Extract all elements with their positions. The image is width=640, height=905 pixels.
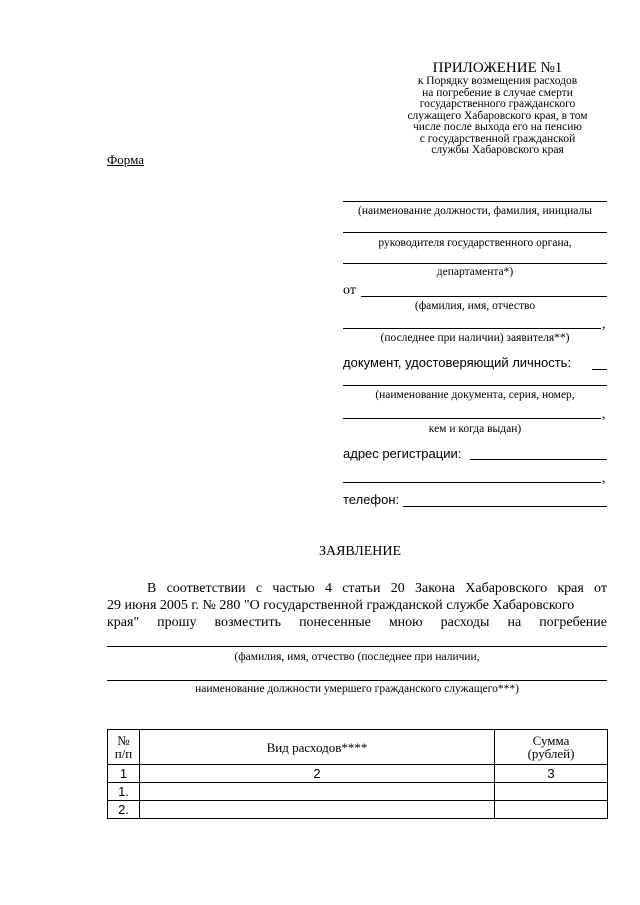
- applicant-name-line[interactable]: [361, 296, 607, 297]
- applicant-caption: (последнее при наличии) заявителя**): [380, 332, 570, 344]
- id-document-line-3[interactable]: [343, 418, 601, 419]
- deceased-caption: (фамилия, имя, отчество (последнее при наличии,: [234, 651, 480, 663]
- comma: ,: [602, 317, 606, 332]
- addressee-line-3[interactable]: [343, 263, 607, 264]
- word: статьи: [342, 581, 381, 596]
- header-amount: Сумма (рублей): [495, 730, 608, 765]
- table-cell: 1: [108, 765, 140, 783]
- deceased-caption: наименование должности умершего гражданского служащего***): [195, 683, 519, 695]
- appendix-line: служащего Хабаровского края, в том: [407, 109, 588, 122]
- word: Хабаровского: [465, 581, 548, 596]
- word: 4: [324, 581, 332, 596]
- id-document-caption: (наименование документа, серия, номер,: [375, 389, 575, 401]
- word: мною: [388, 615, 423, 630]
- table-numbering-row: [108, 765, 608, 783]
- table-cell: 2.: [108, 801, 140, 819]
- appendix-line: службы Хабаровского края: [431, 144, 564, 156]
- statement-line-1: [107, 580, 607, 597]
- word: В: [147, 581, 157, 596]
- applicant-name-line-2[interactable]: [343, 328, 601, 329]
- appendix-line: с государственной гражданской: [419, 132, 576, 145]
- expenses-table: [107, 729, 608, 819]
- header-number: № п/п: [108, 730, 140, 765]
- deceased-name-line[interactable]: [107, 646, 607, 647]
- word: расходы: [440, 615, 490, 630]
- word: края": [107, 615, 140, 630]
- table-cell-input[interactable]: [140, 783, 495, 801]
- table-cell: 2: [140, 765, 495, 783]
- word: погребение: [539, 615, 607, 630]
- table-cell: 1.: [108, 783, 140, 801]
- table-header-row: [108, 730, 608, 765]
- appendix-line: государственного гражданского: [419, 98, 576, 110]
- word: края: [557, 581, 584, 596]
- registration-line[interactable]: [470, 459, 607, 460]
- appendix-line: к Порядку возмещения расходов: [417, 75, 578, 87]
- table-cell-input[interactable]: [495, 783, 608, 801]
- table-cell-input[interactable]: [495, 801, 608, 819]
- word: Закона: [415, 581, 456, 596]
- registration-label: адрес регистрации:: [343, 446, 462, 461]
- statement-paragraph: [107, 580, 607, 631]
- addressee-line-1[interactable]: [343, 201, 607, 202]
- word: от: [594, 581, 607, 596]
- table-cell-input[interactable]: [140, 801, 495, 819]
- comma: ,: [602, 471, 606, 486]
- from-label: от: [343, 283, 356, 298]
- addressee-line-2[interactable]: [343, 232, 607, 233]
- word: возместить: [214, 615, 282, 630]
- registration-line-2[interactable]: [343, 482, 601, 483]
- comma: ,: [602, 407, 606, 422]
- word: частью: [272, 581, 315, 596]
- id-document-line[interactable]: [592, 369, 607, 370]
- appendix-line: числе после выхода его на пенсию: [412, 121, 583, 133]
- word: с: [255, 581, 263, 596]
- id-document-line-2[interactable]: [343, 385, 607, 386]
- header-expense-type: Вид расходов****: [140, 730, 495, 765]
- table-cell: 3: [495, 765, 608, 783]
- applicant-caption: (фамилия, имя, отчество: [414, 300, 536, 312]
- form-label: Форма: [107, 152, 144, 167]
- word: соответствии: [166, 581, 246, 596]
- appendix-line: на погребение в случае смерти: [422, 86, 573, 99]
- statement-line-2: 29 июня 2005 г. № 280 "О государственной гражданской службе Хабаровского: [107, 598, 575, 613]
- word: прошу: [157, 615, 197, 630]
- phone-label: телефон:: [343, 492, 400, 507]
- id-document-caption: кем и когда выдан): [428, 423, 522, 435]
- statement-heading: ЗАЯВЛЕНИЕ: [318, 544, 402, 559]
- addressee-caption: департамента*): [436, 266, 514, 278]
- statement-line-3: [107, 614, 607, 631]
- appendix-text: [380, 76, 615, 157]
- addressee-caption: (наименование должности, фамилия, инициалы: [358, 205, 592, 217]
- table-row: [108, 801, 608, 819]
- id-document-label: документ, удостоверяющий личность:: [343, 355, 572, 370]
- appendix-title: ПРИЛОЖЕНИЕ №1: [432, 60, 563, 76]
- word: 20: [390, 581, 405, 596]
- table-row: [108, 783, 608, 801]
- phone-line[interactable]: [403, 506, 607, 507]
- deceased-position-line[interactable]: [107, 680, 607, 681]
- word: понесенные: [299, 615, 371, 630]
- addressee-caption: руководителя государственного органа,: [378, 237, 572, 249]
- word: на: [507, 615, 522, 630]
